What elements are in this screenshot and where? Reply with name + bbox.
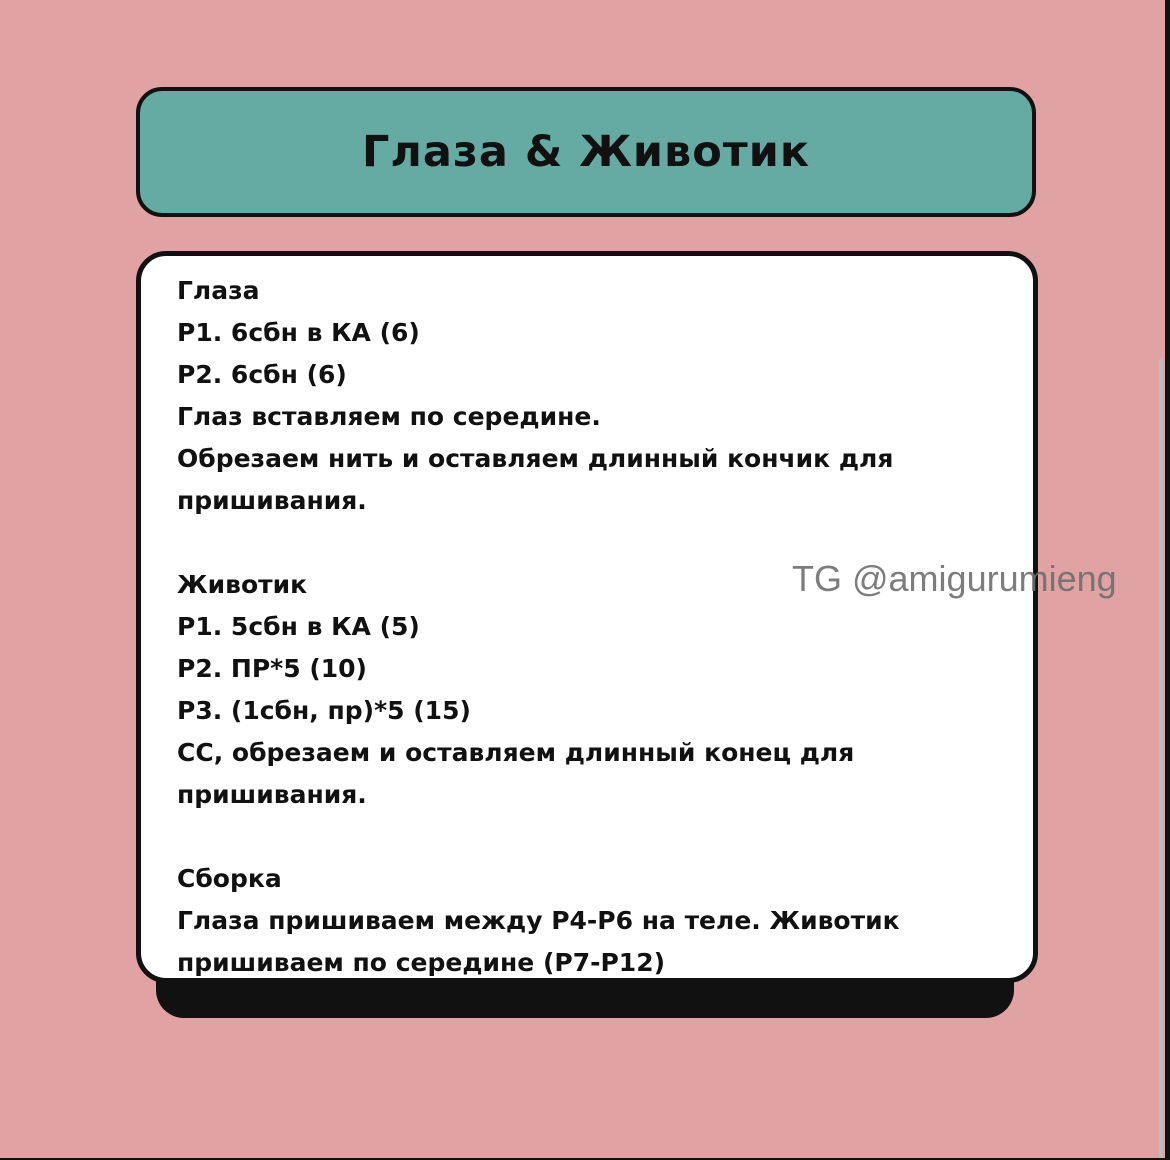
page-title: Глаза & Животик: [361, 127, 811, 177]
section-heading-eyes: Глаза: [177, 276, 260, 305]
instructions-content: [177, 270, 1007, 984]
belly-row-3: Р3. (1сбн, пр)*5 (15): [177, 696, 471, 725]
assembly-instruction: Глаза пришиваем между Р4-Р6 на теле. Животик: [177, 906, 900, 935]
instructions-card: [136, 251, 1038, 983]
belly-row-2: Р2. ПР*5 (10): [177, 654, 367, 683]
belly-instruction-finish: СС, обрезаем и оставляем длинный конец для: [177, 738, 855, 767]
belly-instruction-finish-cont: пришивания.: [177, 780, 367, 809]
spacer: [177, 816, 1007, 858]
section-heading-assembly: Сборка: [177, 864, 282, 893]
section-heading-belly: Животик: [177, 570, 308, 599]
watermark-text: TG @amigurumieng: [792, 558, 1117, 599]
belly-row-1: Р1. 5сбн в КА (5): [177, 612, 420, 641]
eyes-row-2: Р2. 6сбн (6): [177, 360, 347, 389]
eyes-instruction-cut-cont: пришивания.: [177, 486, 367, 515]
eyes-instruction-insert: Глаз вставляем по середине.: [177, 402, 601, 431]
assembly-instruction-cont: пришиваем по середине (Р7-Р12): [177, 948, 666, 977]
eyes-row-1: Р1. 6сбн в КА (6): [177, 318, 420, 347]
eyes-instruction-cut: Обрезаем нить и оставляем длинный кончик для: [177, 444, 894, 473]
title-banner: [136, 87, 1036, 217]
vertical-scrollbar[interactable]: [1159, 358, 1163, 1158]
